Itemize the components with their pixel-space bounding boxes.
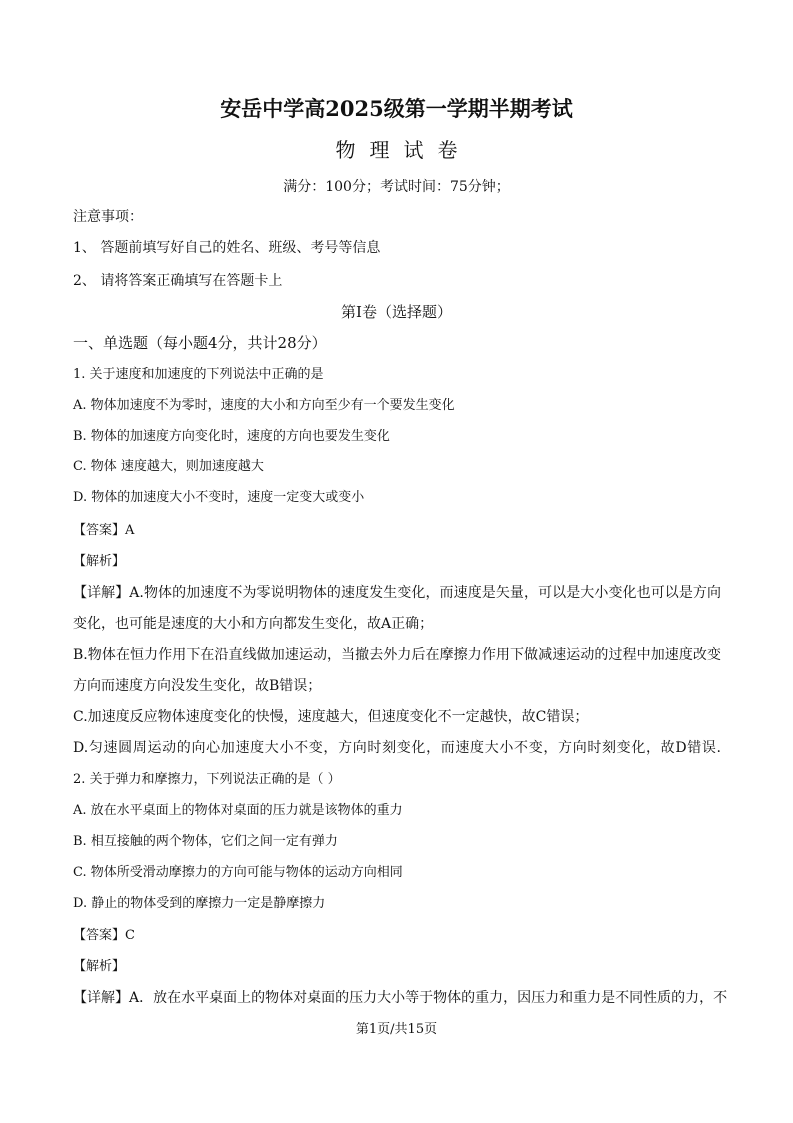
analysis-label: 【解析】	[73, 959, 126, 974]
detail-line: 方向而速度方向没发生变化，故B错误；	[73, 678, 322, 694]
question-stem: 1. 关于速度和加速度的下列说法中正确的是	[73, 367, 324, 382]
question-stem: 2. 关于弹力和摩擦力，下列说法正确的是（ ）	[73, 772, 341, 787]
exam-subtitle: 物理试卷	[335, 138, 472, 162]
option-b: B. 物体的加速度方向变化时，速度的方向也要发生变化	[73, 429, 390, 444]
option-a: A. 放在水平桌面上的物体对桌面的压力就是该物体的重力	[73, 803, 403, 818]
detail-line: B.物体在恒力作用下在沿直线做加速运动，当撤去外力后在摩擦力作用下做减速运动的过程中加速度改变	[73, 647, 721, 663]
notes-heading: 注意事项：	[73, 209, 143, 225]
answer-label: 【答案】A	[73, 523, 135, 538]
detail-line: C.加速度反应物体速度变化的快慢，速度越大，但速度变化不一定越快，故C错误；	[73, 709, 589, 725]
option-c: C. 物体 速度越大，则加速度越大	[73, 459, 264, 474]
option-c: C. 物体所受滑动摩擦力的方向可能与物体的运动方向相同	[73, 865, 403, 880]
exam-title: 安岳中学高2025级第一学期半期考试	[220, 96, 573, 121]
option-b: B. 相互接触的两个物体，它们之间一定有弹力	[73, 834, 338, 849]
detail-line: 【详解】A.物体的加速度不为零说明物体的速度发生变化，而速度是矢量，可以是大小变化也可以是方向	[73, 585, 721, 601]
option-d: D. 静止的物体受到的摩擦力一定是静摩擦力	[73, 896, 326, 911]
detail-line: 变化，也可能是速度的大小和方向都发生变化，故A正确；	[73, 616, 434, 632]
page-footer: 第1页/共15页	[355, 1022, 438, 1037]
option-d: D. 物体的加速度大小不变时，速度一定变大或变小	[73, 490, 365, 505]
answer-label: 【答案】C	[73, 928, 135, 943]
score-info: 满分：100分；考试时间：75分钟；	[283, 179, 510, 195]
detail-line: D.匀速圆周运动的向心加速度大小不变，方向时刻变化，而速度大小不变，方向时刻变化，故D错误.	[73, 740, 721, 756]
part-one-heading: 一、单选题（每小题4分，共计28分）	[73, 334, 327, 352]
option-a: A. 物体加速度不为零时，速度的大小和方向至少有一个要发生变化	[73, 398, 455, 413]
detail-line: 【详解】A．放在水平桌面上的物体对桌面的压力大小等于物体的重力，因压力和重力是不同性质的力，不	[73, 990, 728, 1006]
section-title: 第I卷（选择题）	[341, 303, 452, 321]
note-item: 1、 答题前填写好自己的姓名、班级、考号等信息	[73, 240, 381, 256]
analysis-label: 【解析】	[73, 554, 126, 569]
note-item: 2、 请将答案正确填写在答题卡上	[73, 273, 283, 289]
